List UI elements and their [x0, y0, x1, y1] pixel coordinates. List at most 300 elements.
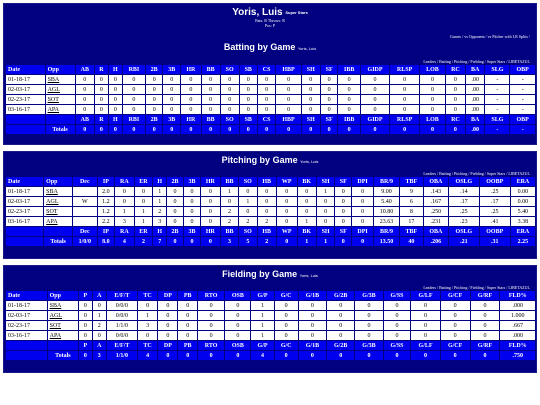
batting-col-header: SLG: [485, 65, 510, 75]
table-cell: [47, 331, 79, 341]
table-cell: 0: [360, 85, 389, 95]
table-cell: 0: [108, 85, 122, 95]
table-cell: -: [485, 105, 510, 115]
table-cell: 0: [440, 331, 470, 341]
pitching-col-header: H: [153, 177, 167, 187]
table-cell: 0: [178, 331, 198, 341]
table-cell: .25: [449, 207, 480, 217]
pitching-col-header: BR/9: [373, 177, 399, 187]
table-cell: -: [485, 85, 510, 95]
batting-footer-col-header: RLSP: [390, 115, 420, 125]
table-cell: 0: [201, 85, 220, 95]
opponent-link[interactable]: SOT: [49, 322, 61, 329]
batting-total-cell: -: [485, 125, 510, 135]
fielding-total-cell: 0: [79, 351, 92, 361]
table-cell: 0: [158, 331, 178, 341]
batting-col-header: Date: [6, 65, 46, 75]
table-cell: 1: [251, 321, 274, 331]
table-cell: 0: [274, 311, 298, 321]
batting-col-header: RC: [445, 65, 465, 75]
table-row: [6, 301, 536, 311]
pitching-footer-col-header: SF: [335, 227, 352, 237]
batting-col-header: LOB: [420, 65, 446, 75]
batting-col-header: HR: [181, 65, 202, 75]
table-cell: 02-03-17: [6, 311, 48, 321]
table-cell: 9.00: [373, 187, 399, 197]
table-cell: 0: [197, 311, 224, 321]
table-cell: 0: [122, 95, 145, 105]
table-cell: 0: [225, 301, 251, 311]
table-cell: 0: [390, 95, 420, 105]
fielding-total-cell: 0: [355, 351, 383, 361]
fielding-total-cell: 4: [137, 351, 158, 361]
table-cell: 0: [383, 331, 411, 341]
table-cell: 0: [201, 95, 220, 105]
table-cell: [44, 217, 73, 227]
table-cell: 5.40: [373, 197, 399, 207]
opponent-link[interactable]: SOT: [46, 208, 58, 215]
pitching-total-cell: 1/0/0: [73, 237, 98, 247]
table-cell: 02-23-17: [6, 321, 48, 331]
table-cell: 0/0/0: [106, 331, 137, 341]
table-cell: 0: [440, 301, 470, 311]
table-cell: 0: [178, 311, 198, 321]
table-cell: 0: [239, 85, 257, 95]
table-cell: 0: [167, 207, 184, 217]
pitching-footer-col-header: DPI: [352, 227, 374, 237]
batting-col-header: 2B: [145, 65, 163, 75]
table-cell: 0: [352, 197, 374, 207]
pitching-col-header: OSLG: [449, 177, 480, 187]
table-cell: 0: [301, 95, 320, 105]
batting-col-header: H: [108, 65, 122, 75]
table-cell: 0: [276, 187, 297, 197]
table-cell: -: [510, 75, 536, 85]
player-team-tag: Super Stars: [285, 9, 308, 15]
batting-col-header: RBI: [122, 65, 145, 75]
batting-total-cell: 0: [108, 125, 122, 135]
table-cell: 2: [220, 207, 238, 217]
fielding-footer-col-header: G/RF: [470, 341, 500, 351]
pitching-nav-links[interactable]: Leaders / Batting / Pitching / Fielding / Super Stars / LIBETAZUL: [423, 171, 530, 176]
table-cell: 0: [163, 75, 181, 85]
batting-footer-col-header: BB: [201, 115, 220, 125]
table-cell: 0: [201, 105, 220, 115]
pitching-col-header: SF: [335, 177, 352, 187]
table-cell: 0: [75, 105, 95, 115]
table-cell: 1: [115, 207, 134, 217]
table-cell: .143: [423, 187, 448, 197]
batting-footer-col-header: [6, 115, 46, 125]
table-cell: 0: [470, 321, 500, 331]
table-cell: 2: [92, 321, 106, 331]
pitching-total-cell: 0: [167, 237, 184, 247]
batting-col-header: BA: [465, 65, 485, 75]
table-cell: 01-18-17: [6, 301, 48, 311]
table-cell: 8: [400, 207, 424, 217]
table-cell: 3.38: [510, 217, 535, 227]
table-cell: 0: [257, 75, 276, 85]
batting-total-cell: 0: [420, 125, 446, 135]
batting-col-header: OBP: [510, 65, 536, 75]
table-cell: 0: [181, 105, 202, 115]
pitching-total-cell: 0: [352, 237, 374, 247]
fielding-footer-col-header: G/LF: [411, 341, 440, 351]
pitching-footer-col-header: H: [153, 227, 167, 237]
opponent-link[interactable]: APA: [47, 106, 60, 113]
table-cell: 0: [360, 95, 389, 105]
table-cell: .25: [479, 207, 510, 217]
fielding-col-header: P: [79, 291, 92, 301]
table-cell: 0: [158, 321, 178, 331]
table-cell: 0: [225, 311, 251, 321]
batting-col-header: RLSP: [390, 65, 420, 75]
opponent-link[interactable]: SBA: [46, 188, 58, 195]
opponent-link[interactable]: APA: [49, 332, 62, 339]
pitching-total-cell: 5: [239, 237, 257, 247]
pitching-footer-col-header: OOBP: [479, 227, 510, 237]
table-cell: 0: [184, 197, 201, 207]
opponent-link[interactable]: SBA: [47, 76, 60, 83]
table-cell: 0: [411, 321, 440, 331]
pitching-table: [5, 176, 536, 247]
table-cell: 0: [220, 95, 239, 105]
fielding-footer-col-header: OSB: [225, 341, 251, 351]
fielding-total-cell: 0: [274, 351, 298, 361]
table-cell: 0: [390, 75, 420, 85]
table-cell: .25: [479, 187, 510, 197]
table-cell: 0: [239, 75, 257, 85]
table-cell: 10.80: [373, 207, 399, 217]
table-cell: 0: [257, 187, 276, 197]
table-cell: 0: [297, 207, 316, 217]
table-cell: 0: [355, 311, 383, 321]
pitching-col-header: Opp: [44, 177, 73, 187]
table-cell: 0: [316, 217, 334, 227]
batting-totals-row: [6, 125, 536, 135]
table-cell: 0: [276, 95, 301, 105]
fielding-col-header: RTO: [197, 291, 224, 301]
table-cell: 0: [276, 75, 301, 85]
table-cell: 0: [225, 321, 251, 331]
table-cell: 0: [470, 311, 500, 321]
fielding-col-header: DP: [158, 291, 178, 301]
table-cell: 0: [327, 331, 355, 341]
pitching-footer-col-header: RA: [115, 227, 134, 237]
pitching-footer-col-header: WP: [276, 227, 297, 237]
table-row: [6, 187, 536, 197]
batting-footer-col-header: BA: [465, 115, 485, 125]
batting-total-cell: -: [510, 125, 536, 135]
batting-nav-links[interactable]: Leaders / Batting / Pitching / Fielding / Super Stars / LIBETAZUL: [423, 59, 530, 64]
batting-total-cell: Totals: [45, 125, 75, 135]
table-cell: 0: [338, 75, 360, 85]
table-cell: 2: [220, 217, 238, 227]
table-cell: 1: [92, 311, 106, 321]
table-cell: 0: [257, 85, 276, 95]
table-cell: 0: [298, 321, 326, 331]
table-cell: 0: [163, 95, 181, 105]
opponent-link[interactable]: AGL: [49, 312, 62, 319]
table-cell: 0: [79, 321, 92, 331]
opponent-link[interactable]: SOT: [47, 96, 59, 103]
fielding-total-cell: 3: [92, 351, 106, 361]
fielding-nav-links[interactable]: Leaders / Batting / Pitching / Fielding / Super Stars / LIBETAZUL: [423, 285, 530, 290]
fielding-footer-col-header: A: [92, 341, 106, 351]
table-cell: 0: [420, 105, 446, 115]
table-cell: 0: [122, 85, 145, 95]
table-cell: .167: [423, 197, 448, 207]
table-cell: 0: [134, 197, 153, 207]
batting-col-header: GIDP: [360, 65, 389, 75]
table-cell: 2.0: [97, 187, 115, 197]
table-cell: 0: [301, 105, 320, 115]
pitching-total-cell: .21: [449, 237, 480, 247]
table-cell: 23.63: [373, 217, 399, 227]
table-cell: 03-16-17: [6, 105, 46, 115]
pitching-col-header: OBA: [423, 177, 448, 187]
table-cell: 0: [79, 301, 92, 311]
fielding-footer-col-header: G/P: [251, 341, 274, 351]
batting-total-cell: 0: [95, 125, 109, 135]
fielding-col-header: G/SS: [383, 291, 411, 301]
table-cell: 0: [181, 95, 202, 105]
table-cell: 0: [181, 75, 202, 85]
table-cell: 0: [297, 187, 316, 197]
pitching-col-header: RA: [115, 177, 134, 187]
batting-total-cell: 0: [239, 125, 257, 135]
table-cell: 0: [440, 321, 470, 331]
pitching-footer-col-header: BR/9: [373, 227, 399, 237]
opponent-link[interactable]: SBA: [49, 302, 62, 309]
table-cell: 0: [163, 105, 181, 115]
table-cell: 0: [335, 187, 352, 197]
table-cell: 0: [445, 85, 465, 95]
batting-total-cell: 0: [145, 125, 163, 135]
opponent-link[interactable]: AGL: [47, 86, 60, 93]
table-cell: 0: [316, 207, 334, 217]
table-cell: 0: [298, 311, 326, 321]
batting-footer-col-header: RC: [445, 115, 465, 125]
table-cell: [44, 207, 73, 217]
pitching-col-header: DPI: [352, 177, 374, 187]
table-cell: .000: [500, 301, 536, 311]
table-cell: 0: [122, 75, 145, 85]
pitching-total-cell: 1: [297, 237, 316, 247]
table-cell: 1.2: [97, 207, 115, 217]
table-cell: 0: [178, 301, 198, 311]
fielding-total-cell: [6, 351, 48, 361]
pitching-panel: [3, 151, 537, 259]
table-cell: 0: [445, 95, 465, 105]
table-cell: .17: [449, 197, 480, 207]
fielding-footer-col-header: [47, 341, 79, 351]
batting-total-cell: 0: [201, 125, 220, 135]
table-cell: 1: [137, 311, 158, 321]
batting-footer-col-header: HBP: [276, 115, 301, 125]
batting-col-header: HBP: [276, 65, 301, 75]
table-row: [6, 197, 536, 207]
fielding-footer-col-header: P: [79, 341, 92, 351]
pitching-total-cell: [6, 237, 44, 247]
batting-footer-col-header: 2B: [145, 115, 163, 125]
pitching-total-cell: 1: [316, 237, 334, 247]
pitching-col-header: ER: [134, 177, 153, 187]
table-cell: 0: [167, 197, 184, 207]
table-cell: 0: [360, 105, 389, 115]
table-cell: -: [510, 85, 536, 95]
pitching-total-cell: 13.50: [373, 237, 399, 247]
fielding-total-cell: 0: [298, 351, 326, 361]
table-cell: 0: [276, 197, 297, 207]
table-cell: 02-23-17: [6, 207, 44, 217]
table-cell: 0: [92, 301, 106, 311]
batting-footer-col-header: HR: [181, 115, 202, 125]
table-cell: 0: [420, 75, 446, 85]
table-cell: 0: [335, 207, 352, 217]
fielding-col-header: G/2B: [327, 291, 355, 301]
table-cell: 0: [257, 197, 276, 207]
table-cell: 2: [257, 217, 276, 227]
batting-section-title: [4, 42, 536, 52]
table-cell: 01-18-17: [6, 75, 46, 85]
pitching-total-cell: .31: [479, 237, 510, 247]
pitching-total-cell: 2.25: [510, 237, 535, 247]
batting-footer-col-header: AB: [75, 115, 95, 125]
pitching-footer-header-row: [6, 227, 536, 237]
batting-total-cell: [6, 125, 46, 135]
table-cell: 2.2: [97, 217, 115, 227]
table-cell: 0: [440, 311, 470, 321]
table-cell: 0: [95, 85, 109, 95]
batting-col-header: Opp: [45, 65, 75, 75]
fielding-footer-col-header: G/2B: [327, 341, 355, 351]
pitching-col-header: Dec: [73, 177, 98, 187]
table-cell: 0: [181, 85, 202, 95]
opponent-link[interactable]: APA: [46, 218, 58, 225]
pitching-totals-row: [6, 237, 536, 247]
table-cell: .250: [423, 207, 448, 217]
batting-col-header: R: [95, 65, 109, 75]
fielding-footer-col-header: G/3B: [355, 341, 383, 351]
pitching-total-cell: 2: [134, 237, 153, 247]
table-cell: 17: [400, 217, 424, 227]
fielding-col-header: G/1B: [298, 291, 326, 301]
fielding-footer-col-header: [6, 341, 48, 351]
table-cell: 0: [445, 105, 465, 115]
pitching-total-cell: 3: [220, 237, 238, 247]
table-cell: 0: [470, 331, 500, 341]
table-cell: 0: [145, 75, 163, 85]
fielding-col-header: G/P: [251, 291, 274, 301]
pitching-footer-col-header: BB: [220, 227, 238, 237]
table-cell: 0: [301, 75, 320, 85]
table-cell: .17: [479, 197, 510, 207]
table-cell: 0: [320, 75, 338, 85]
table-cell: 0: [470, 301, 500, 311]
fielding-footer-col-header: TC: [137, 341, 158, 351]
table-cell: .23: [449, 217, 480, 227]
fielding-total-cell: 0: [327, 351, 355, 361]
fielding-footer-col-header: PB: [178, 341, 198, 351]
pitching-col-header: ERA: [510, 177, 535, 187]
pitching-footer-col-header: ERA: [510, 227, 535, 237]
fielding-total-cell: 0: [225, 351, 251, 361]
table-cell: 0: [75, 85, 95, 95]
fielding-col-header: G/3B: [355, 291, 383, 301]
table-cell: -: [510, 95, 536, 105]
batting-footer-col-header: 3B: [163, 115, 181, 125]
fielding-title-text: Fielding by Game: [222, 269, 298, 279]
batting-footer-col-header: GIDP: [360, 115, 389, 125]
fielding-footer-col-header: G/SS: [383, 341, 411, 351]
table-cell: 0: [75, 75, 95, 85]
table-cell: 0: [95, 95, 109, 105]
pitching-total-cell: 0: [184, 237, 201, 247]
pitching-section-title: [4, 155, 536, 165]
table-cell: 0: [320, 105, 338, 115]
table-cell: [44, 187, 73, 197]
fielding-total-cell: .750: [500, 351, 536, 361]
fielding-col-header: G/LF: [411, 291, 440, 301]
table-cell: .00: [465, 105, 485, 115]
pitching-col-header: HB: [257, 177, 276, 187]
table-cell: .667: [500, 321, 536, 331]
table-cell: 0: [122, 105, 145, 115]
table-cell: 0: [445, 75, 465, 85]
fielding-table: [5, 290, 536, 361]
table-cell: .231: [423, 217, 448, 227]
fielding-total-cell: 0: [383, 351, 411, 361]
pitching-footer-col-header: HR: [200, 227, 220, 237]
fielding-title-tag: Yoris, Luis: [299, 273, 318, 278]
games-vs-links[interactable]: Games / vs Opponent / vs Pitcher with LR Splits /: [450, 34, 530, 39]
fielding-col-header: G/RF: [470, 291, 500, 301]
table-cell: 0: [200, 187, 220, 197]
pitching-title-tag: Yoris, Luis: [300, 159, 319, 164]
table-cell: 0: [276, 207, 297, 217]
batting-footer-col-header: H: [108, 115, 122, 125]
fielding-total-cell: 0: [470, 351, 500, 361]
table-row: [6, 217, 536, 227]
pitching-col-header: BK: [297, 177, 316, 187]
table-cell: 0: [335, 217, 352, 227]
pitching-col-header: BB: [220, 177, 238, 187]
table-cell: 0: [197, 331, 224, 341]
fielding-col-header: Opp: [47, 291, 79, 301]
pitching-footer-col-header: [44, 227, 73, 237]
table-cell: 0: [338, 105, 360, 115]
table-cell: 1: [251, 301, 274, 311]
table-cell: 0.00: [510, 197, 535, 207]
fielding-footer-col-header: DP: [158, 341, 178, 351]
table-cell: 0: [92, 331, 106, 341]
table-cell: 0: [383, 301, 411, 311]
bats-throws: Bats: R Throws: R: [255, 18, 285, 23]
batting-total-cell: 0: [338, 125, 360, 135]
pitching-total-cell: 4: [115, 237, 134, 247]
batting-total-cell: 0: [181, 125, 202, 135]
table-cell: 1: [134, 217, 153, 227]
table-cell: 0: [257, 95, 276, 105]
opponent-link[interactable]: AGL: [46, 198, 59, 205]
table-cell: 3: [153, 217, 167, 227]
table-cell: W: [73, 197, 98, 207]
pitching-footer-col-header: TBF: [400, 227, 424, 237]
table-cell: 0: [79, 311, 92, 321]
fielding-panel: [3, 265, 537, 373]
player-name: [4, 7, 536, 18]
